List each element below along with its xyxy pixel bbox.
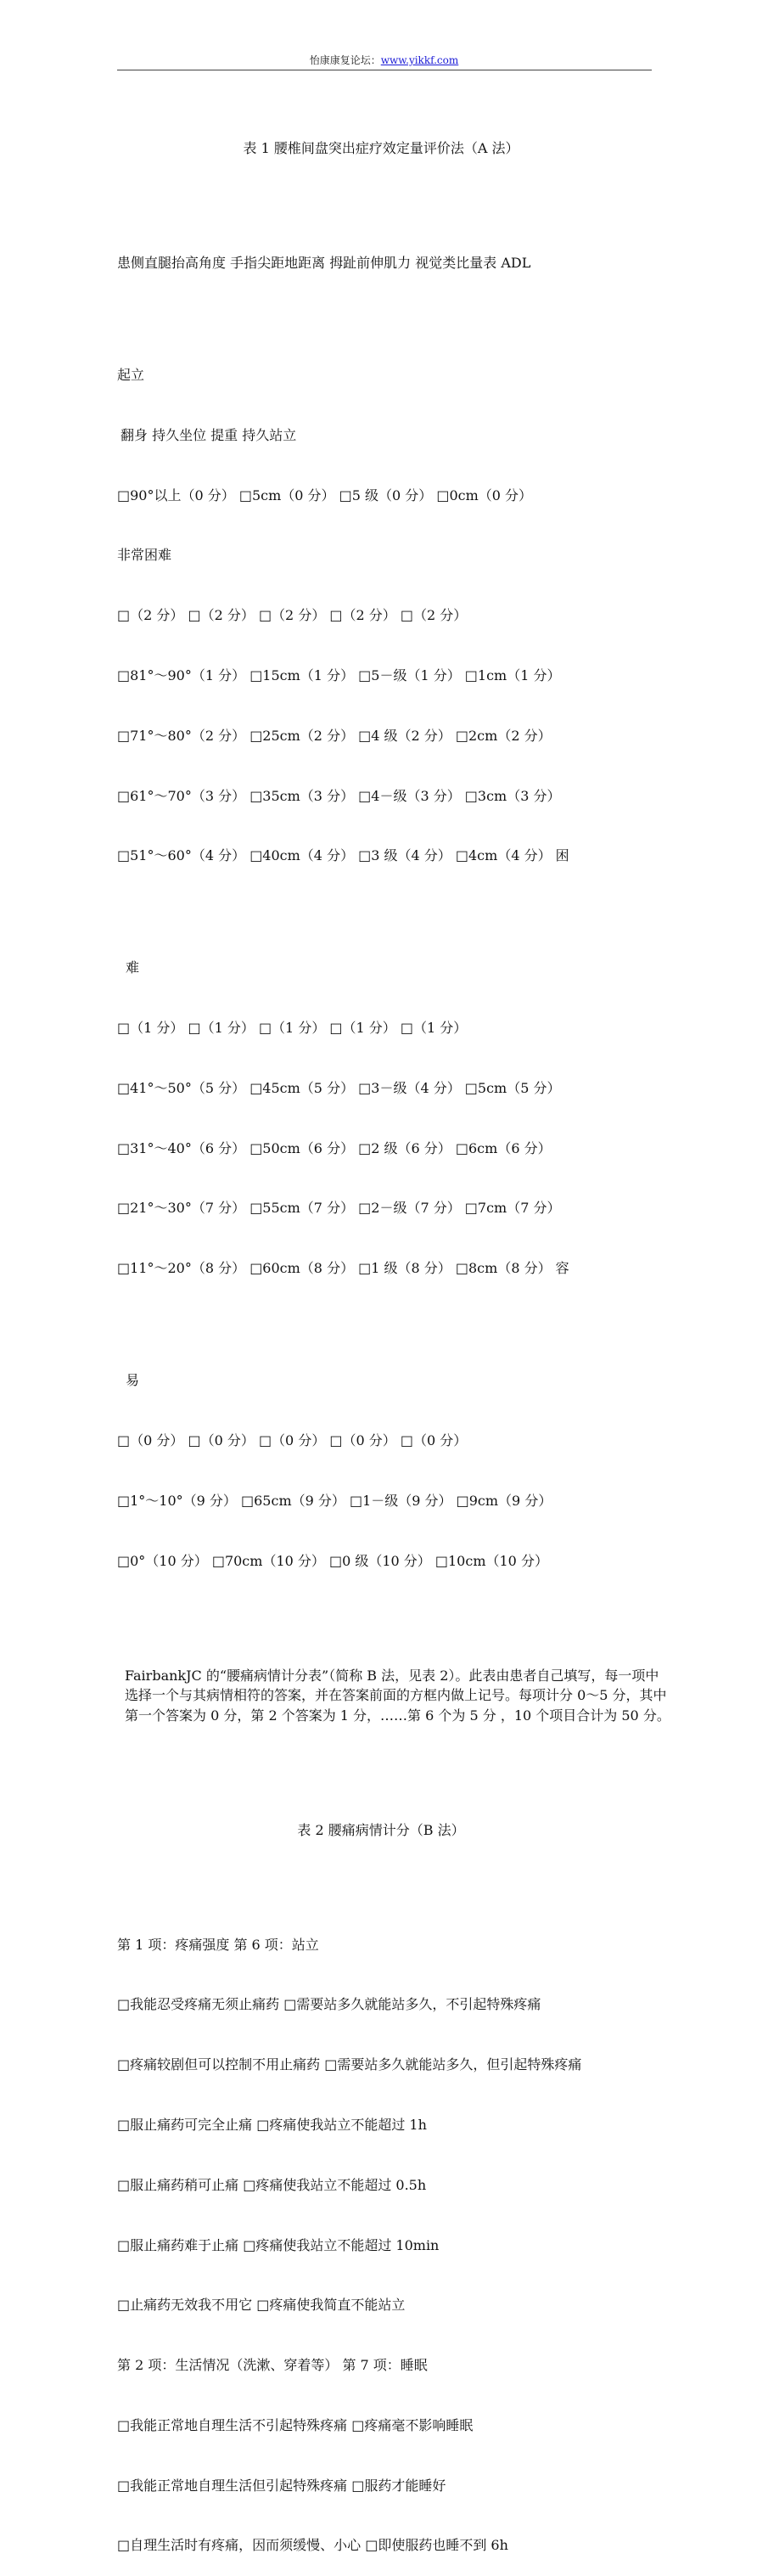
table1-row: 非常困难 — [117, 547, 172, 564]
table1-row: □51°～60°（4 分） □40cm（4 分） □3 级（4 分） □4cm（4 分） 困 — [117, 847, 569, 864]
table1-nan-label: 难 — [126, 959, 140, 976]
table1-row: □71°～80°（2 分） □25cm（2 分） □4 级（2 分） □2cm（2 分） — [117, 727, 552, 744]
table1-row: □11°～20°（8 分） □60cm（8 分） □1 级（8 分） □8cm（8 分） 容 — [117, 1260, 569, 1277]
table1-row: □61°～70°（3 分） □35cm（3 分） □4－级（3 分） □3cm（3 分） — [117, 787, 561, 804]
table2-line: 第 1 项：疼痛强度 第 6 项：站立 — [117, 1936, 319, 1953]
table1-adl-items: 翻身 持久坐位 提重 持久站立 — [121, 426, 297, 443]
table1-columns: 患侧直腿抬高角度 手指尖距地距离 拇趾前伸肌力 视觉类比量表 ADL — [117, 255, 531, 272]
table1-qili-label: 起立 — [117, 367, 145, 384]
table1-row: □21°～30°（7 分） □55cm（7 分） □2－级（7 分） □7cm（7 分） — [117, 1200, 561, 1217]
table1-row: □81°～90°（1 分） □15cm（1 分） □5－级（1 分） □1cm（1 分） — [117, 667, 561, 684]
site-label: 怡康康复论坛： — [309, 54, 381, 66]
table1-row: □（2 分） □（2 分） □（2 分） □（2 分） □（2 分） — [117, 607, 468, 624]
table2-line: □我能正常地自理生活不引起特殊疼痛 □疼痛毫不影响睡眠 — [117, 2416, 474, 2433]
document-body — [117, 98, 670, 2576]
table2-line: □自理生活时有疼痛，因而须缓慢、小心 □即使服药也睡不到 6h — [117, 2537, 508, 2554]
table2-line: □疼痛较剧但可以控制不用止痛药 □需要站多久就能站多久，但引起特殊疼痛 — [117, 2056, 582, 2073]
table2-line: □我能忍受疼痛无须止痛药 □需要站多久就能站多久，不引起特殊疼痛 — [117, 1996, 541, 2013]
table1-yi-label: 易 — [126, 1372, 140, 1389]
table2-line: 第 2 项：生活情况（洗漱、穿着等） 第 7 项：睡眠 — [117, 2357, 428, 2374]
table2-line: □止痛药无效我不用它 □疼痛使我简直不能站立 — [117, 2297, 406, 2314]
table2-line: □我能正常地自理生活但引起特殊疼痛 □服药才能睡好 — [117, 2477, 446, 2494]
table2-line: □服止痛药可完全止痛 □疼痛使我站立不能超过 1h — [117, 2117, 427, 2133]
table1-row: □31°～40°（6 分） □50cm（6 分） □2 级（6 分） □6cm（6 分） — [117, 1139, 552, 1156]
table1-title: 表 1 腰椎间盘突出症疗效定量评价法（A 法） — [243, 140, 519, 157]
table1-row: □1°～10°（9 分） □65cm（9 分） □1－级（9 分） □9cm（9 分） — [117, 1492, 552, 1509]
site-link[interactable]: www.yikkf.com — [380, 54, 459, 66]
page-header — [0, 53, 768, 67]
table1-row: □41°～50°（5 分） □45cm（5 分） □3－级（4 分） □5cm（5 分） — [117, 1079, 561, 1096]
table2-line: □服止痛药稍可止痛 □疼痛使我站立不能超过 0.5h — [117, 2176, 427, 2193]
b-method-paragraph: FairbankJC 的“腰痛病情计分表”（简称 B 法，见表 2）。此表由患者自己填写，每一项中选择一个与其病情相符的答案，并在答案前面的方框内做上记号。每项计分 0～5 分，其中第一个答案为 0 分，第 2 个答案为 1 分，……第 6 个为 5 分 ，10 个项目合计为 50 分。 — [125, 1667, 670, 1724]
table1-row: □（1 分） □（1 分） □（1 分） □（1 分） □（1 分） — [117, 1020, 468, 1037]
table1-row: □90°以上（0 分） □5cm（0 分） □5 级（0 分） □0cm（0 分） — [117, 487, 533, 503]
table1-row: □0°（10 分） □70cm（10 分） □0 级（10 分） □10cm（10 分） — [117, 1552, 548, 1569]
table2-title: 表 2 腰痛病情计分（B 法） — [297, 1821, 465, 1838]
table1-row: □（0 分） □（0 分） □（0 分） □（0 分） □（0 分） — [117, 1432, 468, 1448]
table2-line: □服止痛药难于止痛 □疼痛使我站立不能超过 10min — [117, 2236, 440, 2253]
